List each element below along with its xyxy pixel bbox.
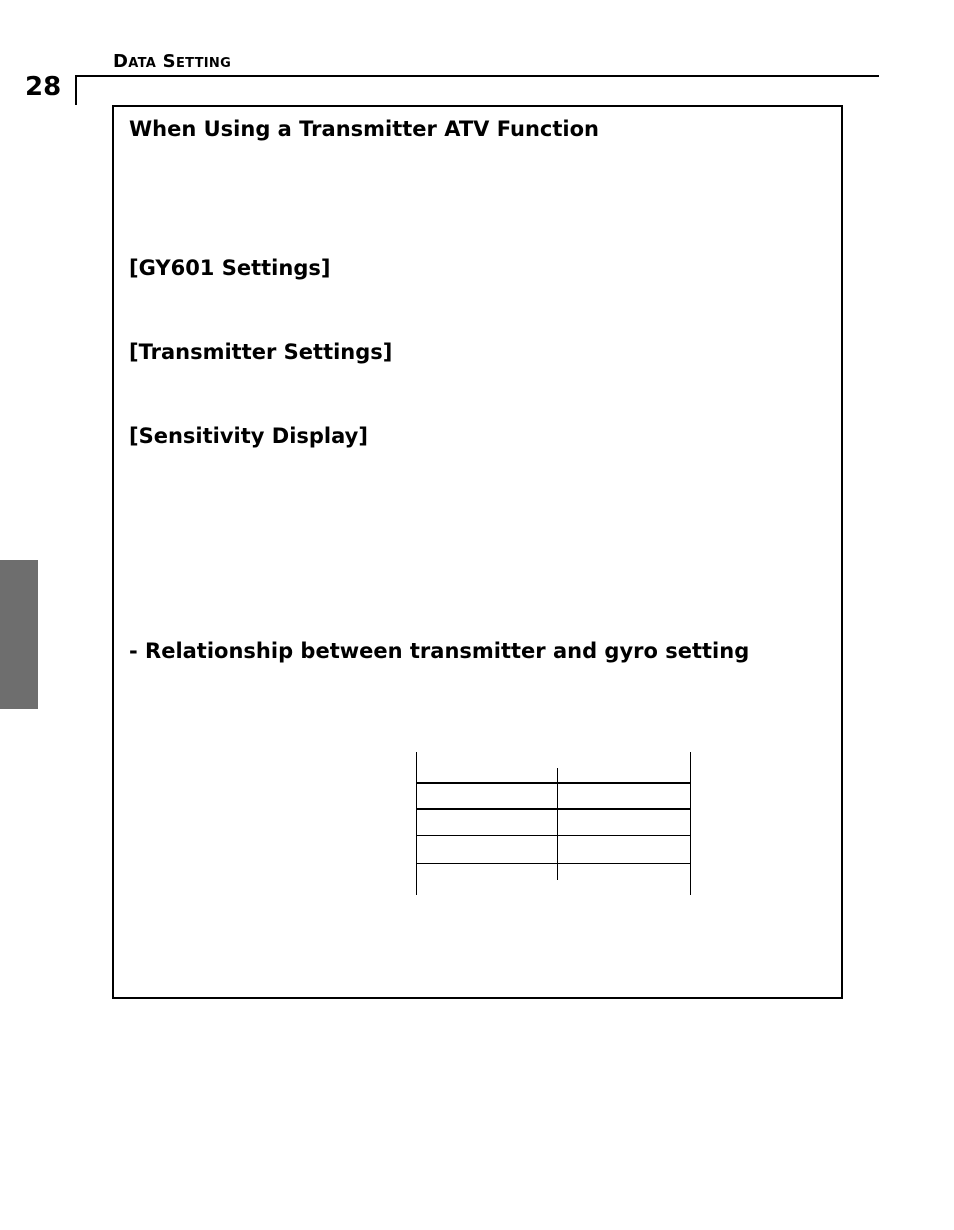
table-right-border [690,752,691,895]
content-box [112,105,843,999]
heading-gy601-settings: [GY601 Settings] [129,256,331,280]
table-left-border [416,752,417,895]
table-row-rule-4 [416,863,691,864]
table-row-rule-2 [416,808,691,810]
heading-atv-function: When Using a Transmitter ATV Function [129,117,599,141]
page-number: 28 [25,72,62,102]
table-row-rule-3 [416,835,691,836]
section-title-text: Data Setting [113,51,232,72]
header-rule [75,75,879,77]
header-tick [75,75,77,105]
table-row-rule-1 [416,782,691,784]
side-tab [0,560,38,709]
section-title [113,49,231,76]
heading-relationship: - Relationship between transmitter and gyro setting [129,639,750,663]
heading-transmitter-settings: [Transmitter Settings] [129,340,393,364]
heading-sensitivity-display: [Sensitivity Display] [129,424,368,448]
